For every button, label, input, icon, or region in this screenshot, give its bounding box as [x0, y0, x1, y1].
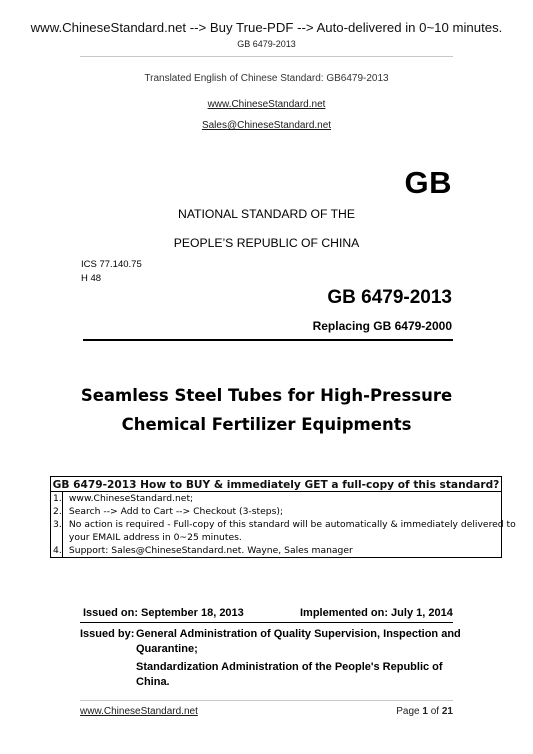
buy-step-number: 2.	[53, 506, 62, 517]
doc-title-line1: Seamless Steel Tubes for High-Pressure	[80, 386, 453, 405]
header-banner: www.ChineseStandard.net --> Buy True-PDF --> Auto-delivered in 0~10 minutes.	[30, 20, 503, 35]
buy-step-text: your EMAIL address in 0~25 minutes.	[68, 532, 242, 543]
translation-email-link[interactable]: Sales@ChineseStandard.net	[201, 120, 332, 131]
translation-website-wrap	[0, 94, 533, 112]
page-prefix: Page	[396, 706, 423, 717]
h-code: H 48	[81, 273, 102, 284]
implemented-on: Implemented on: July 1, 2014	[300, 607, 453, 619]
buy-step	[51, 545, 501, 556]
issuer1-line1: General Administration of Quality Supervision, Inspection and	[136, 628, 461, 640]
issuer2-line1: Standardization Administration of the People's Republic of	[136, 661, 443, 673]
footer-website-wrap	[80, 706, 198, 717]
doc-title-line2: Chemical Fertilizer Equipments	[121, 415, 412, 434]
translation-website-link[interactable]: www.ChineseStandard.net	[207, 99, 326, 110]
buy-step	[51, 506, 501, 517]
issue-date-rule	[80, 622, 453, 623]
buy-step-number: 4.	[53, 545, 62, 556]
translation-line: Translated English of Chinese Standard: GB6479-2013	[144, 73, 389, 84]
national-standard-line1: NATIONAL STANDARD OF THE	[178, 207, 355, 221]
gb-logo: GB	[404, 165, 452, 200]
buy-step-text: Support: Sales@ChineseStandard.net. Wayne, Sales manager	[68, 545, 353, 556]
page-current: 1	[422, 706, 428, 717]
issuer1-line2: Quarantine;	[136, 643, 198, 655]
buy-step-number: 1.	[53, 493, 62, 504]
replacing-standard: Replacing GB 6479-2000	[312, 319, 452, 333]
page-total: 21	[441, 706, 453, 717]
buy-step-text[interactable]: www.ChineseStandard.net;	[68, 493, 194, 504]
ics-code: ICS 77.140.75	[81, 259, 142, 270]
header-doc-code: GB 6479-2013	[237, 39, 296, 49]
issued-by-label: Issued by:	[80, 628, 135, 640]
issuer2-line2: China.	[136, 676, 170, 688]
buy-step-text: Search --> Add to Cart --> Checkout (3-steps);	[68, 506, 284, 517]
buy-box-heading: GB 6479-2013 How to BUY & immediately GET a full-copy of this standard?	[52, 479, 500, 491]
page-mid: of	[427, 706, 442, 717]
page-indicator	[396, 706, 453, 717]
buy-step	[51, 532, 501, 543]
national-standard-line2: PEOPLE’S REPUBLIC OF CHINA	[173, 236, 360, 250]
buy-step	[51, 493, 501, 504]
buy-step	[51, 519, 516, 530]
buy-step-text: No action is required - Full-copy of this standard will be automatically & immediately delivered to	[68, 519, 516, 530]
footer-divider	[80, 700, 453, 701]
buy-step-number: 3.	[53, 519, 62, 530]
issued-on: Issued on: September 18, 2013	[83, 607, 244, 619]
translation-email-wrap	[0, 115, 533, 133]
buy-box-divider	[51, 491, 501, 492]
standard-number: GB 6479-2013	[327, 287, 452, 308]
title-rule	[83, 339, 453, 341]
header-divider	[80, 56, 453, 57]
footer-website-link[interactable]: www.ChineseStandard.net	[80, 706, 198, 717]
buy-instructions-box	[50, 476, 516, 558]
